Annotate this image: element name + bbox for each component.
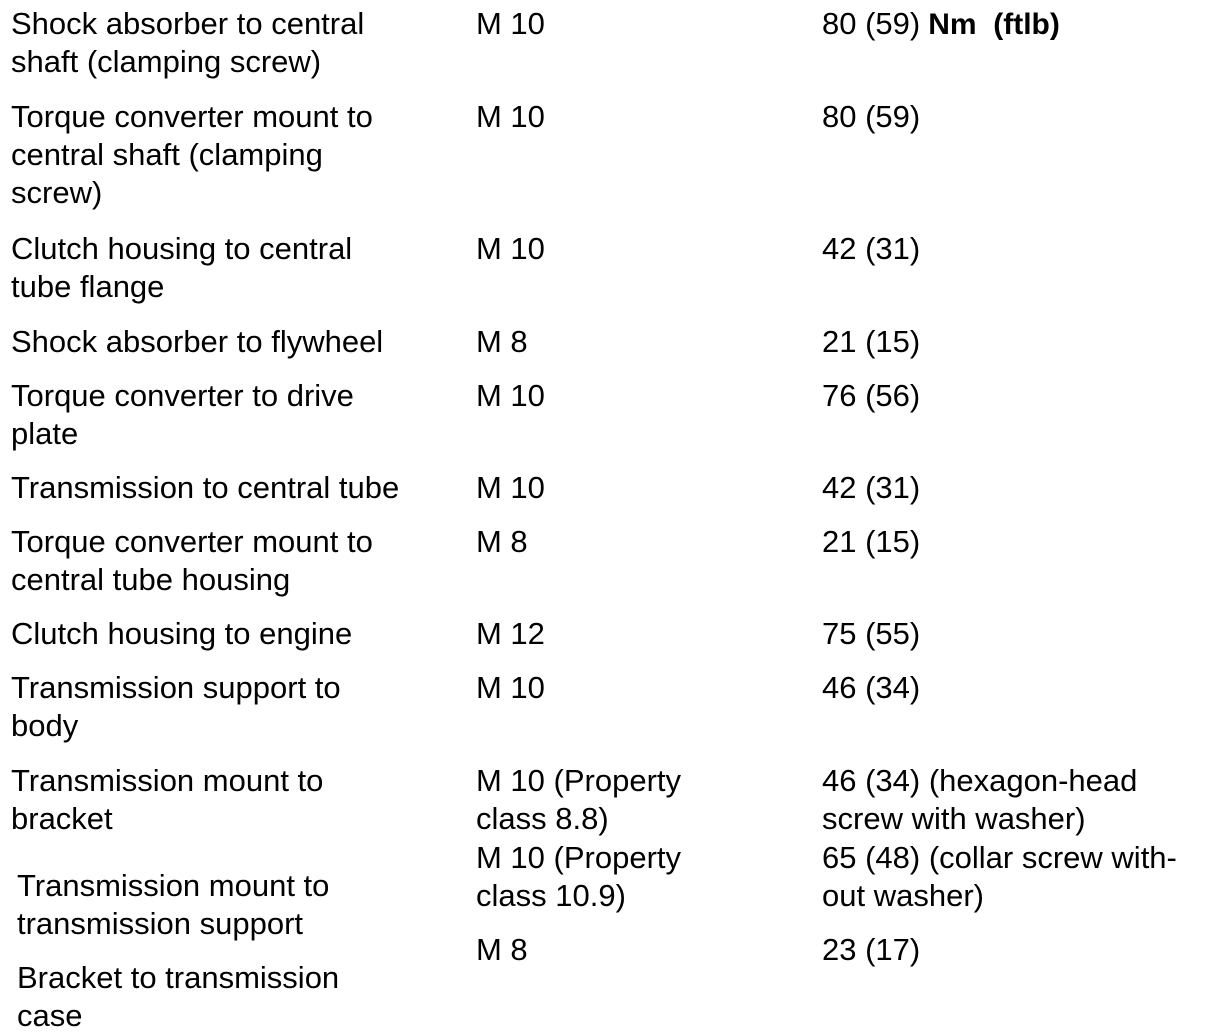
torque-cell: 75 (55) <box>822 616 921 651</box>
part-cell: Clutch housing to central tube flange <box>11 231 353 304</box>
part-cell: Shock absorber to central shaft (clamping screw) <box>11 6 365 79</box>
torque-cell: 21 (15) <box>822 524 921 559</box>
part-cell: Torque converter mount to central shaft (clamping screw) <box>11 99 373 210</box>
part-cell: Transmission mount to bracket <box>11 763 324 836</box>
torque-cell <box>822 5 1060 44</box>
size-cell: M 8 <box>476 324 528 359</box>
torque-value: 80 (59) <box>822 6 921 41</box>
size-cell: M 10 (Property class 10.9) <box>476 840 682 913</box>
size-cell: M 12 <box>476 616 545 651</box>
torque-cell: 21 (15) <box>822 324 921 359</box>
size-cell: M 10 (Property class 8.8) <box>476 763 682 836</box>
size-cell: M 10 <box>476 470 545 505</box>
part-cell: Torque converter to drive plate <box>11 378 354 451</box>
part-cell: Transmission support to body <box>11 670 341 743</box>
size-cell: M 10 <box>476 99 545 134</box>
torque-cell: 76 (56) <box>822 378 921 413</box>
part-cell: Clutch housing to engine <box>11 616 353 651</box>
part-cell: Transmission mount to transmission support <box>17 868 330 941</box>
part-cell: Transmission to central tube <box>11 470 400 505</box>
torque-cell: 80 (59) <box>822 99 921 134</box>
part-cell: Torque converter mount to central tube housing <box>11 524 373 597</box>
size-cell: M 8 <box>476 932 528 967</box>
size-cell: M 10 <box>476 378 545 413</box>
size-cell: M 8 <box>476 524 528 559</box>
torque-cell: 42 (31) <box>822 231 921 266</box>
units-header: Nm (ftlb) <box>928 8 1060 41</box>
part-cell: Shock absorber to flywheel <box>11 324 384 359</box>
torque-cell: 42 (31) <box>822 470 921 505</box>
size-cell: M 10 <box>476 670 545 705</box>
torque-cell: 46 (34) <box>822 670 921 705</box>
torque-cell: 23 (17) <box>822 932 921 967</box>
torque-cell: 46 (34) (hexagon-head screw with washer) <box>822 763 1138 836</box>
size-cell: M 10 <box>476 231 545 266</box>
size-cell: M 10 <box>476 6 545 41</box>
part-cell: Bracket to transmission case <box>17 960 340 1033</box>
torque-cell: 65 (48) (collar screw with- out washer) <box>822 840 1177 913</box>
